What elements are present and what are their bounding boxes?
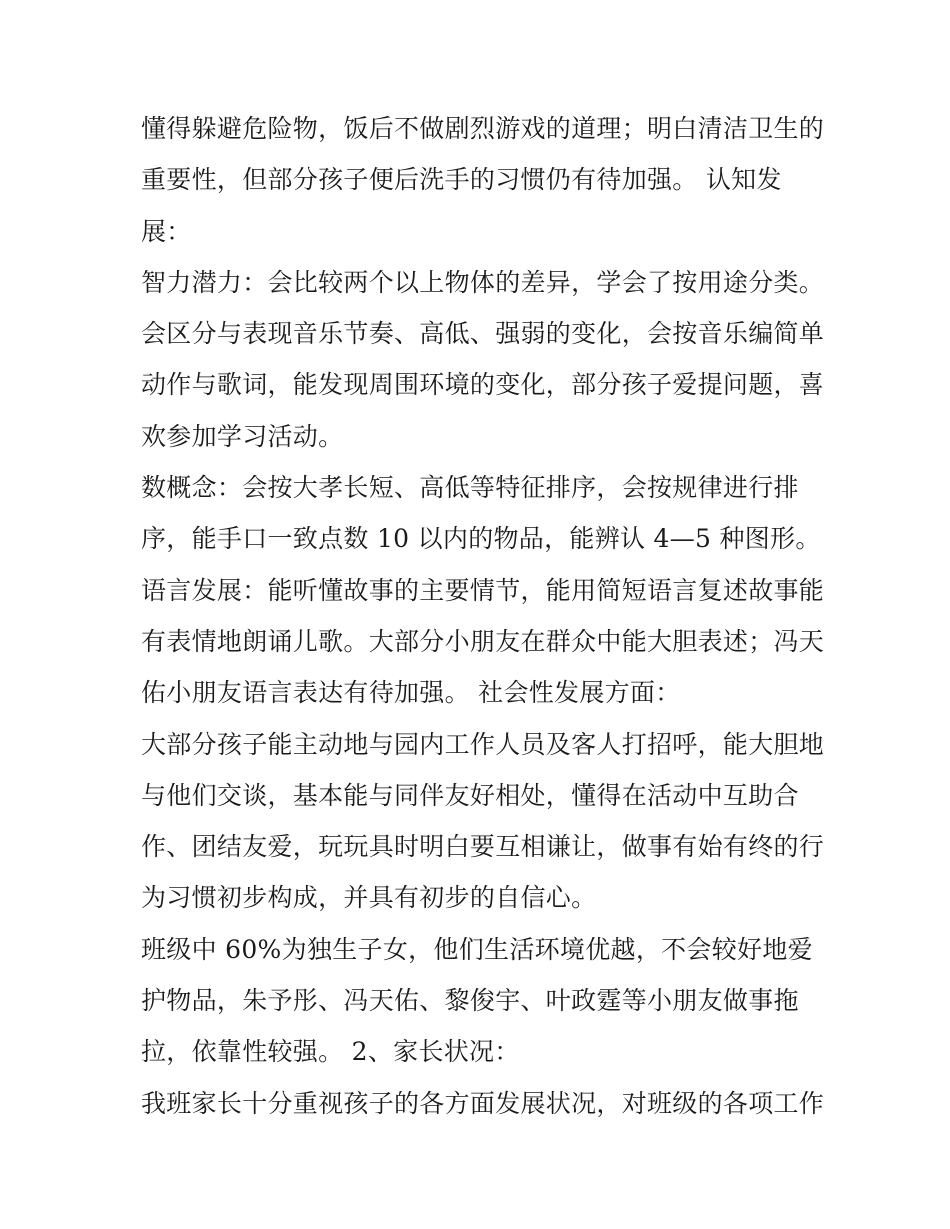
text-line-15: 作、团结友爱，玩玩具时明白要互相谦让，做事有始有终的行 — [141, 832, 825, 862]
text-line-10: 语言发展：能听懂故事的主要情节，能用简短语言复述故事能 — [141, 575, 825, 605]
text-line-2: 重要性，但部分孩子便后洗手的习惯仍有待加强。 认知发 — [141, 165, 782, 195]
text-line-3: 展： — [141, 216, 192, 246]
text-line-13: 大部分孩子能主动地与园内工作人员及客人打招呼，能大胆地 — [141, 729, 825, 759]
text-line-4: 智力潜力：会比较两个以上物体的差异，学会了按用途分类。 — [141, 267, 825, 297]
text-line-12: 佑小朋友语言表达有待加强。 社会性发展方面： — [141, 678, 681, 708]
text-line-19: 拉，依靠性较强。 2、家长状况： — [141, 1037, 520, 1067]
text-line-8: 数概念：会按大孝长短、高低等特征排序，会按规律进行排 — [141, 473, 799, 503]
text-line-20: 我班家长十分重视孩子的各方面发展状况，对班级的各项工作 — [141, 1088, 825, 1118]
text-line-1: 懂得躲避危险物，饭后不做剧烈游戏的道理；明白清洁卫生的 — [141, 114, 825, 143]
text-line-5: 会区分与表现音乐节奏、高低、强弱的变化，会按音乐编简单 — [141, 319, 825, 349]
text-line-16: 为习惯初步构成，并具有初步的自信心。 — [141, 883, 597, 913]
text-line-7: 欢参加学习活动。 — [141, 421, 344, 451]
text-line-14: 与他们交谈，基本能与同伴友好相处，懂得在活动中互助合 — [141, 780, 799, 810]
text-line-6: 动作与歌词，能发现周围环境的变化，部分孩子爱提问题，喜 — [141, 370, 825, 400]
text-line-18: 护物品，朱予彤、冯天佑、黎俊宇、叶政霆等小朋友做事拖 — [141, 986, 799, 1016]
text-line-9: 序，能手口一致点数 10 以内的物品，能辨认 4—5 种图形。 — [141, 524, 821, 554]
text-line-11: 有表情地朗诵儿歌。大部分小朋友在群众中能大胆表述；冯天 — [141, 626, 825, 656]
text-line-17: 班级中 60%为独生子女，他们生活环境优越，不会较好地爱 — [141, 934, 813, 964]
document-body — [141, 103, 825, 1129]
